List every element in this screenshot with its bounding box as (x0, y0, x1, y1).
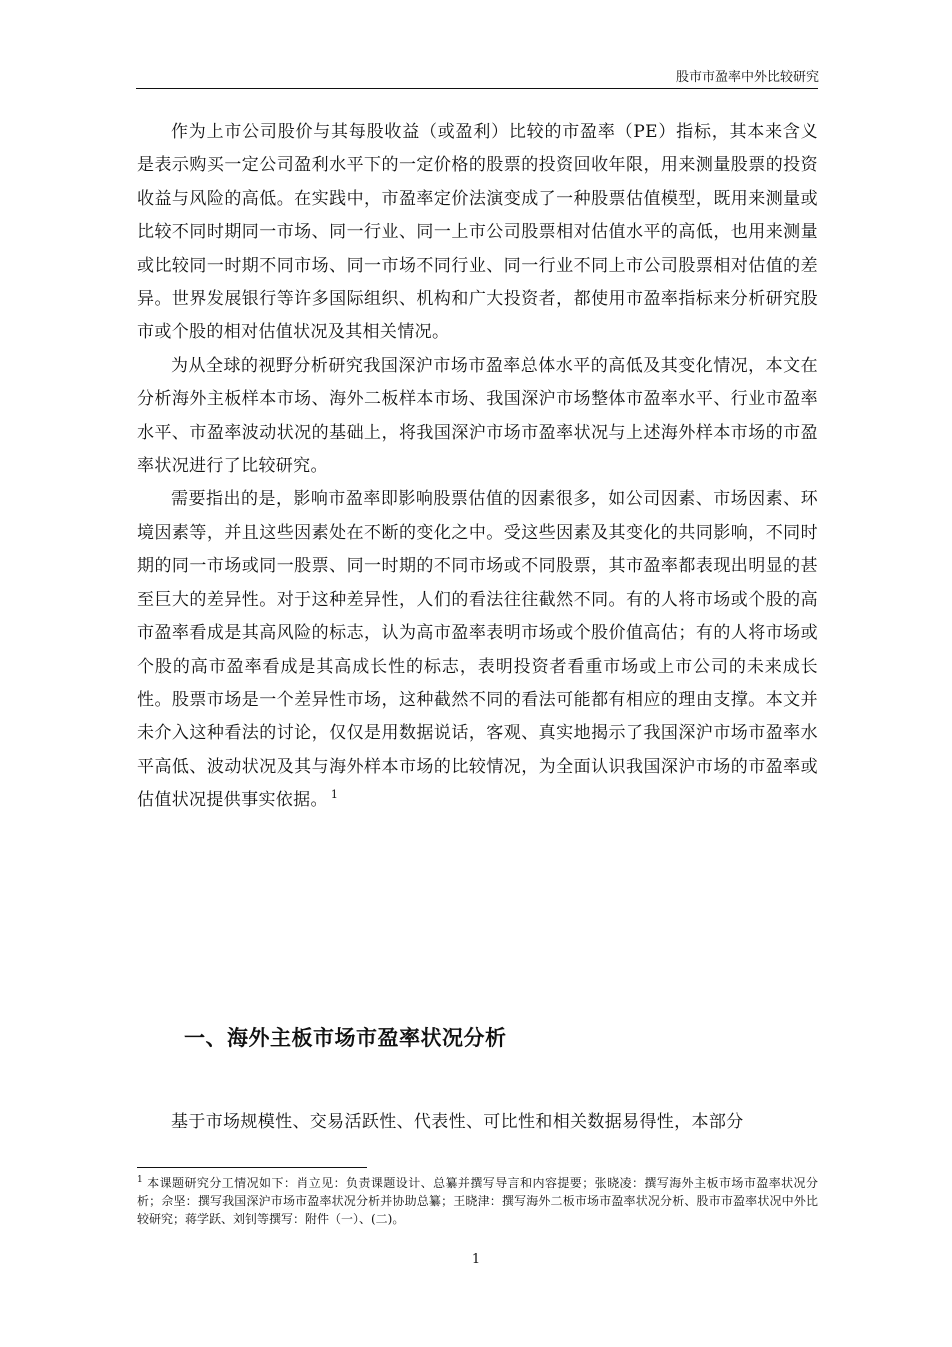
paragraph-section-intro (137, 1106, 818, 1139)
paragraph-text: 基于市场规模性、交易活跃性、代表性、可比性和相关数据易得性，本部分 (171, 1112, 744, 1132)
paragraph-study-scope (137, 350, 818, 484)
paragraph-text: 需要指出的是，影响市盈率即影响股票估值的因素很多，如公司因素、市场因素、环境因素等，并且这些因素处在不断的变化之中。受这些因素及其变化的共同影响，不同时期的同一市场或同一股票、同一时期的不同市场或不同股票，其市盈率都表现出明显的甚至巨大的差异性。对于这种差异性，人们的看法往往截然不同。有的人将市场或个股的高市盈率看成是其高风险的标志，认为高市盈率表明市场或个股价值高估；有的人将市场或个股的高市盈率看成是其高成长性的标志，表明投资者看重市场或上市公司的未来成长性。股票市场是一个差异性市场，这种截然不同的看法可能都有相应的理由支撑。本文并未介入这种看法的讨论，仅仅是用数据说话，客观、真实地揭示了我国深沪市场市盈率水平高低、波动状况及其与海外样本市场的比较情况，为全面认识我国深沪市场的市盈率或估值状况提供事实依据。 (137, 489, 818, 811)
footnote (137, 1174, 818, 1228)
section-intro (137, 1106, 818, 1139)
footnote-reference[interactable]: 1 (330, 788, 339, 802)
page-number: 1 (471, 1252, 481, 1267)
section-heading: 一、海外主板市场市盈率状况分析 (184, 1026, 507, 1050)
footnote-separator (137, 1167, 367, 1168)
paragraph-influencing-factors (137, 483, 818, 817)
paragraph-text: 作为上市公司股价与其每股收益（或盈利）比较的市盈率（PE）指标，其本来含义是表示购买一定公司盈利水平下的一定价格的股票的投资回收年限，用来测量股票的投资收益与风险的高低。在实践中，市盈率定价法演变成了一种股票估值模型，既用来测量或比较不同时期同一市场、同一行业、同一上市公司股票相对估值水平的高低，也用来测量或比较同一时期不同市场、同一市场不同行业、同一行业不同上市公司股票相对估值的差异。世界发展银行等许多国际组织、机构和广大投资者，都使用市盈率指标来分析研究股市或个股的相对估值状况及其相关情况。 (137, 122, 818, 343)
body-text (137, 116, 818, 818)
header-rule (136, 88, 818, 89)
footnote-text: 本课题研究分工情况如下：肖立见：负责课题设计、总纂并撰写导言和内容提要；张晓凌：撰写海外主板市场市盈率状况分析；佘坚：撰写我国深沪市场市盈率状况分析并协助总纂；王晓津：撰写海外二板市场市盈率状况分析、股市市盈率状况中外比较研究；蒋学跃、刘钊等撰写：附件（一）、(二)。 (137, 1176, 818, 1226)
running-header: 股市市盈率中外比较研究 (675, 70, 819, 85)
paragraph-text: 为从全球的视野分析研究我国深沪市场市盈率总体水平的高低及其变化情况，本文在分析海外主板样本市场、海外二板样本市场、我国深沪市场整体市盈率水平、行业市盈率水平、市盈率波动状况的基础上，将我国深沪市场市盈率状况与上述海外样本市场的市盈率状况进行了比较研究。 (137, 355, 818, 477)
footnote-mark: 1 (137, 1175, 143, 1185)
paragraph-pe-definition (137, 116, 818, 350)
